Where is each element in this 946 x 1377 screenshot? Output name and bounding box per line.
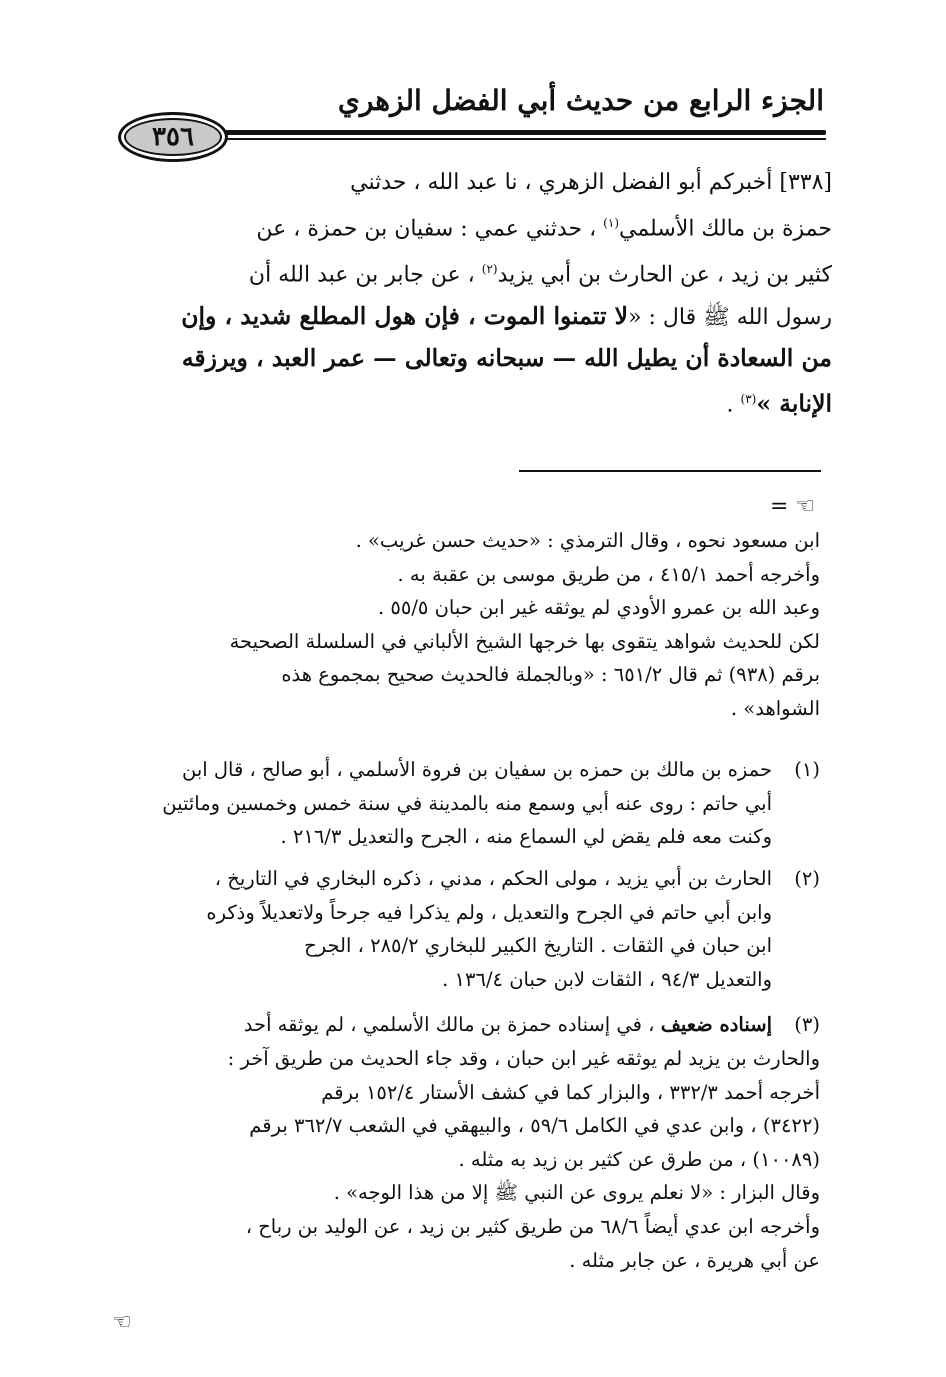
notes-cont-line: الشواهد» . xyxy=(730,696,820,720)
hadith-matn-1: لا تتمنوا الموت ، فإن هول المطلع شديد ، وإن xyxy=(181,301,629,330)
grading-label: إسناده ضعيف xyxy=(660,1013,772,1036)
main-line-2 xyxy=(110,203,832,249)
main-line-6 xyxy=(110,379,832,425)
footnote-line: أبي حاتم : روى عنه أبي وسمع منه بالمدينة في سنة خمس وخمسين ومائتين xyxy=(162,791,772,815)
footnote-line: والتعديل ٩٤/٣ ، الثقات لابن حبان ١٣٦/٤ . xyxy=(442,967,772,991)
footnote-line: عن أبي هريرة ، عن جابر مثله . xyxy=(569,1248,820,1272)
main-line-2-tail: ، حدثني عمي : سفيان بن حمزة ، عن xyxy=(256,216,597,242)
main-line-1: [٣٣٨] أخبركم أبو الفضل الزهري ، نا عبد الله ، حدثني xyxy=(350,170,832,195)
footnote-number: (٣) xyxy=(794,1013,820,1036)
notes-cont-line: وأخرجه أحمد ٤١٥/١ ، من طريق موسى بن عقبة به . xyxy=(397,562,820,586)
footnote-3 xyxy=(102,1008,820,1042)
main-line-3 xyxy=(110,249,832,295)
footnote-ref-2: (٢) xyxy=(481,262,498,277)
main-line-6-end: . xyxy=(726,391,734,417)
hadith-text xyxy=(110,162,832,425)
notes-continued xyxy=(102,524,820,726)
main-line-4 xyxy=(110,296,832,338)
footnote-line: وكنت معه فلم يقض لي السماع منه ، الجرح والتعديل ٢١٦/٣ . xyxy=(280,825,772,849)
footnote-number: (١) xyxy=(794,758,820,781)
main-line-6-text: الإنابة » xyxy=(756,388,832,417)
footnote-line xyxy=(102,1008,772,1042)
footnote-line: أخرجه أحمد ٣٣٢/٣ ، والبزار كما في كشف الأستار ١٥٢/٤ برقم xyxy=(321,1080,820,1104)
running-title: الجزء الرابع من حديث أبي الفضل الزهري xyxy=(337,84,824,117)
footnote-line: (١٠٠٨٩) ، من طرق عن كثير بن زيد به مثله . xyxy=(458,1147,820,1171)
footnote-ref-1: (١) xyxy=(603,216,619,230)
footnote-line: ابن حبان في الثقات . التاريخ الكبير للبخاري ٢٨٥/٢ ، الجرح xyxy=(304,934,772,958)
footnote-line: والحارث بن يزيد لم يوثقه غير ابن حبان ، وقد جاء الحديث من طريق آخر : xyxy=(227,1047,820,1070)
footnote-line: وأخرجه ابن عدي أيضاً ٦٨/٦ من طريق كثير بن زيد ، عن الوليد بن رباح ، xyxy=(245,1214,820,1238)
page-number-badge xyxy=(118,112,228,162)
main-line-4-text: رسول الله ﷺ قال : « xyxy=(628,304,832,330)
notes-cont-line: وعبد الله بن عمرو الأودي لم يوثقه غير ابن حبان ٥٥/٥ . xyxy=(378,596,820,620)
footnote-number: (٢) xyxy=(794,867,820,890)
footnote-line: وابن أبي حاتم في الجرح والتعديل ، ولم يذكرا فيه جرحاً ولاتعديلاً وذكره xyxy=(206,900,772,924)
header-rule-thin xyxy=(203,138,826,140)
footnote-body xyxy=(102,753,772,854)
footnote-line: الحارث بن أبي يزيد ، مولى الحكم ، مدني ، ذكره البخاري في التاريخ ، xyxy=(214,867,772,890)
footnote-line-tail: ، في إسناده حمزة بن مالك الأسلمي ، لم يوثقه أحد xyxy=(243,1013,655,1036)
footnote-body xyxy=(102,862,772,996)
pointing-hand-icon: ☜ xyxy=(112,1310,132,1335)
notes-cont-line: برقم (٩٣٨) ثم قال ٦٥١/٢ : «وبالجملة فالحديث صحيح بمجموع هذه xyxy=(281,663,820,687)
continuation-mark: = ☜ xyxy=(770,494,816,519)
footnote-separator xyxy=(519,470,821,472)
main-line-3-text: كثير بن زيد ، عن الحارث بن أبي يزيد xyxy=(497,262,832,288)
footnote-2 xyxy=(102,862,820,996)
page-number: ٣٥٦ xyxy=(152,122,194,152)
footnote-line: حمزه بن مالك بن حمزه بن سفيان بن فروة الأسلمي ، أبو صالح ، قال ابن xyxy=(181,758,772,781)
main-line-5: من السعادة أن يطيل الله — سبحانه وتعالى — عمر العبد ، ويرزقه xyxy=(181,343,832,372)
header-rule xyxy=(203,130,826,135)
footnote-1 xyxy=(102,753,820,854)
footnote-3-continued xyxy=(102,1042,820,1277)
main-line-3-tail: ، عن جابر بن عبد الله أن xyxy=(248,262,475,288)
page-header xyxy=(108,84,838,154)
footnote-line: (٣٤٢٢) ، وابن عدي في الكامل ٥٩/٦ ، والبيهقي في الشعب ٣٦٢/٧ برقم xyxy=(249,1114,820,1138)
notes-cont-line: ابن مسعود نحوه ، وقال الترمذي : «حديث حسن غريب» . xyxy=(355,529,820,552)
main-line-2-text: حمزة بن مالك الأسلمي xyxy=(619,216,832,242)
notes-cont-line: لكن للحديث شواهد يتقوى بها خرجها الشيخ الألباني في السلسلة الصحيحة xyxy=(229,629,820,653)
footnote-ref-3: (٣) xyxy=(740,391,757,406)
footnote-line: وقال البزار : «لا نعلم يروى عن النبي ﷺ إلا من هذا الوجه» . xyxy=(333,1181,820,1205)
footnote-body xyxy=(102,1008,772,1042)
